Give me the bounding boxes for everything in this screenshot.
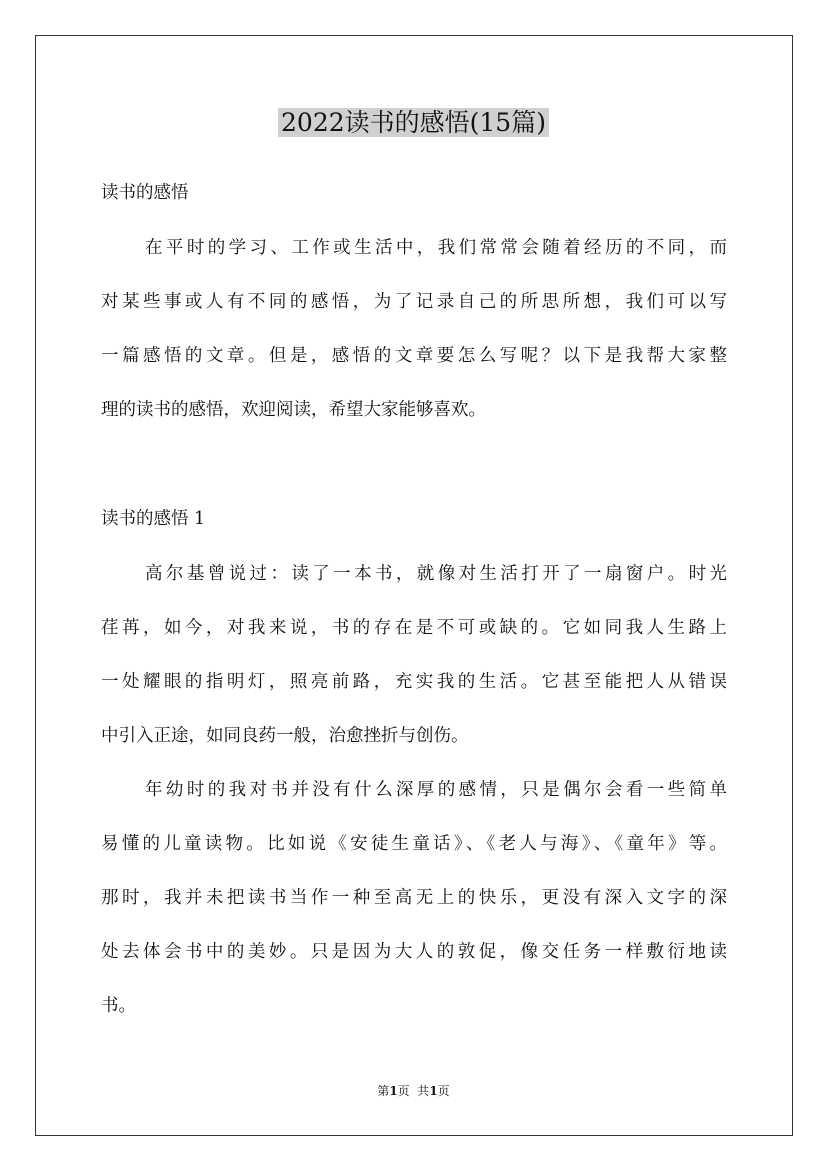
paragraph-line: 高尔基曾说过：读了一本书，就像对生活打开了一扇窗户。时光 xyxy=(145,564,727,584)
paragraph-line: 在平时的学习、工作或生活中，我们常常会随着经历的不同，而 xyxy=(145,238,727,258)
section-heading: 读书的感悟 1 xyxy=(101,509,206,529)
document-body xyxy=(101,171,727,1038)
page-number-footer xyxy=(0,1081,827,1101)
paragraph-line: 荏苒，如今，对我来说，书的存在是不可或缺的。它如同我人生路上 xyxy=(101,618,727,638)
paragraph-line: 处去体会书中的美妙。只是因为大人的敦促，像交任务一样敷衍地读 xyxy=(101,942,727,962)
paragraph-line: 那时，我并未把读书当作一种至高无上的快乐，更没有深入文字的深 xyxy=(101,888,727,908)
page-mid: 页 共 xyxy=(397,1084,430,1098)
paragraph-line: 一处耀眼的指明灯，照亮前路，充实我的生活。它甚至能把人从错误 xyxy=(101,672,727,692)
paragraph-line: 易懂的儿童读物。比如说《安徒生童话》、《老人与海》、《童年》等。 xyxy=(101,834,727,854)
section1-paragraph-2 xyxy=(101,768,727,1038)
document-title xyxy=(0,103,827,143)
paragraph-line: 一篇感悟的文章。但是，感悟的文章要怎么写呢？以下是我帮大家整 xyxy=(101,346,727,366)
paragraph-line: 对某些事或人有不同的感悟，为了记录自己的所思所想，我们可以写 xyxy=(101,292,727,312)
document-title-text: 2022读书的感悟(15篇) xyxy=(278,108,549,137)
paragraph-line: 书。 xyxy=(101,996,136,1016)
blank-line xyxy=(101,442,727,497)
intro-paragraph xyxy=(101,226,727,442)
page-prefix: 第 xyxy=(377,1084,390,1098)
section1-paragraph-1 xyxy=(101,552,727,768)
paragraph-line: 年幼时的我对书并没有什么深厚的感情，只是偶尔会看一些简单 xyxy=(145,780,727,800)
intro-heading: 读书的感悟 xyxy=(101,183,189,203)
page-current: 1 xyxy=(389,1084,398,1098)
paragraph-line: 中引入正途，如同良药一般，治愈挫折与创伤。 xyxy=(101,726,469,746)
paragraph-line: 理的读书的感悟，欢迎阅读，希望大家能够喜欢。 xyxy=(101,400,486,420)
page-suffix: 页 xyxy=(437,1084,450,1098)
page-total: 1 xyxy=(429,1084,438,1098)
